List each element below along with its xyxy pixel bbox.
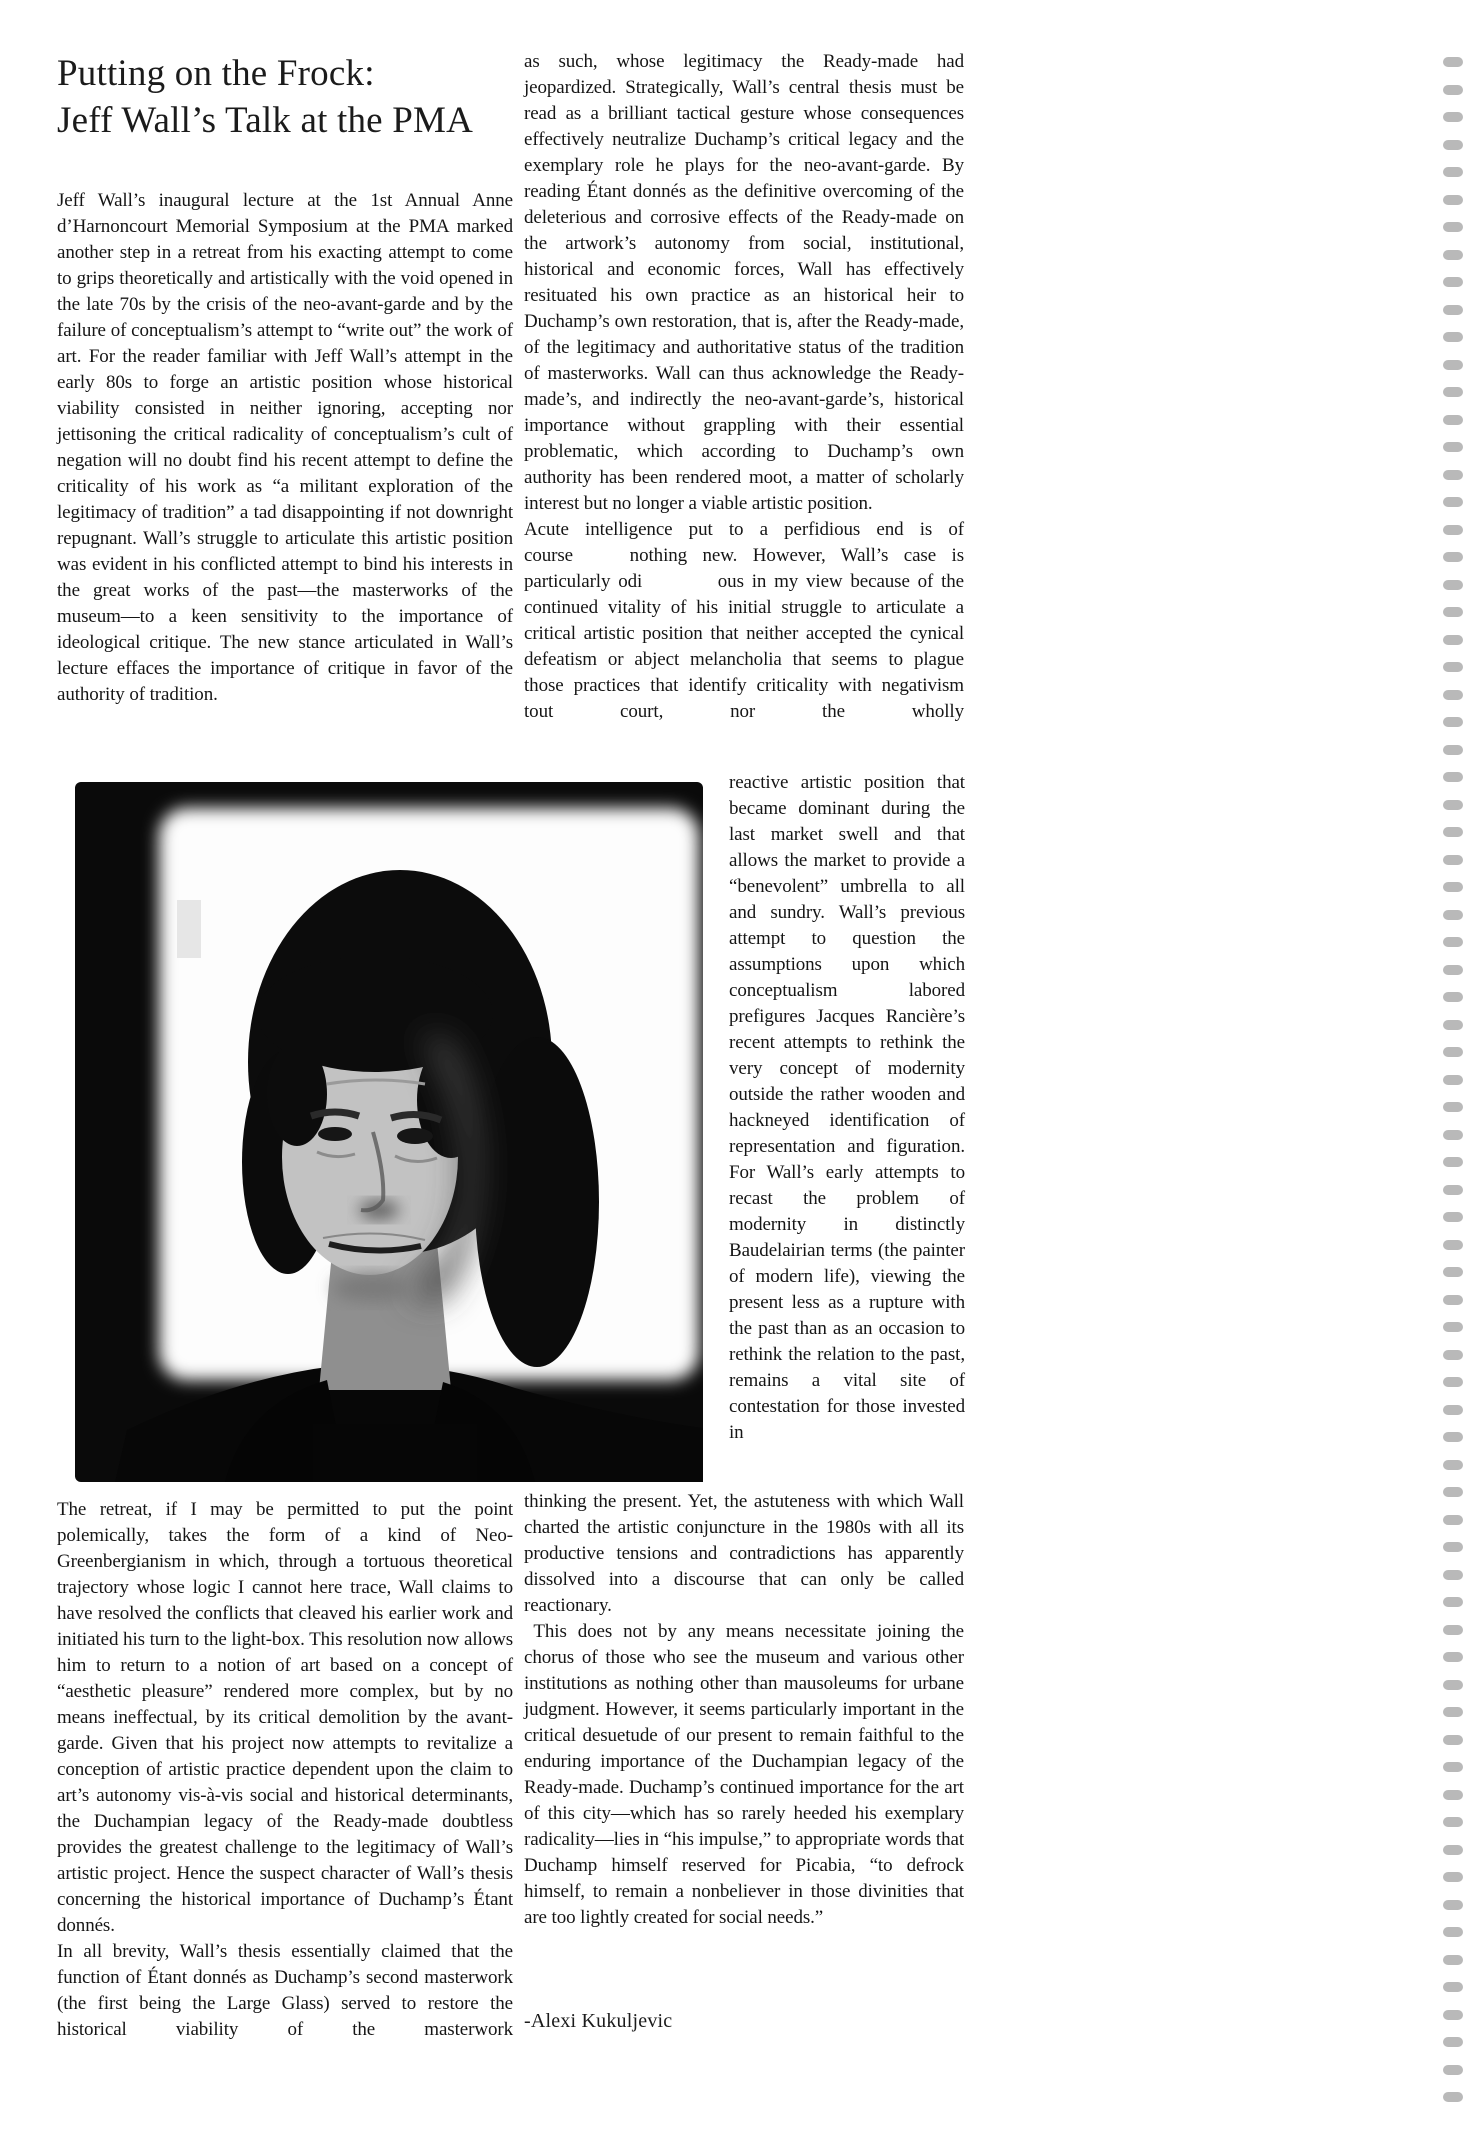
- binding-mark: [1443, 882, 1463, 892]
- binding-mark: [1443, 57, 1463, 67]
- binding-mark: [1443, 1680, 1463, 1690]
- body-paragraph: reactive artistic position that became dominant during the last market swell and that allows the market to provide a “benevolent” umbrella to all and sundry. Wall’s previous attempt to question the assumptions upon which conceptualism labored prefigures Jacques Rancière’s recent attempts to rethink the very concept of modernity outside the rather wooden and hackneyed identification of representation and figuration. For Wall’s early attempts to recast the problem of modernity in distinctly Baudelairian terms (the painter of modern life), viewing the present less as a rupture with the past than as an occasion to rethink the relation to the past, remains a vital site of contestation for those invested in: [729, 772, 965, 1443]
- portrait-photo: [75, 782, 703, 1482]
- binding-mark: [1443, 607, 1463, 617]
- binding-mark: [1443, 1212, 1463, 1222]
- binding-mark: [1443, 250, 1463, 260]
- binding-mark: [1443, 387, 1463, 397]
- binding-mark: [1443, 1597, 1463, 1607]
- portrait-photo-illustration: [75, 782, 703, 1482]
- binding-mark: [1443, 2092, 1463, 2102]
- binding-mark: [1443, 1707, 1463, 1717]
- binding-mark: [1443, 662, 1463, 672]
- binding-mark: [1443, 85, 1463, 95]
- binding-mark: [1443, 1405, 1463, 1415]
- binding-mark: [1443, 497, 1463, 507]
- binding-mark: [1443, 1652, 1463, 1662]
- binding-mark: [1443, 1735, 1463, 1745]
- author-byline: -Alexi Kukuljevic: [524, 2010, 673, 2032]
- binding-mark: [1443, 827, 1463, 837]
- binding-mark: [1443, 635, 1463, 645]
- binding-mark: [1443, 1845, 1463, 1855]
- binding-mark: [1443, 1267, 1463, 1277]
- binding-mark: [1443, 305, 1463, 315]
- binding-mark: [1443, 1927, 1463, 1937]
- binding-mark: [1443, 1762, 1463, 1772]
- binding-mark: [1443, 2010, 1463, 2020]
- binding-mark: [1443, 525, 1463, 535]
- binding-mark: [1443, 2065, 1463, 2075]
- binding-mark: [1443, 470, 1463, 480]
- binding-mark: [1443, 855, 1463, 865]
- binding-mark: [1443, 167, 1463, 177]
- binding-mark: [1443, 1432, 1463, 1442]
- binding-mark: [1443, 800, 1463, 810]
- binding-mark: [1443, 1185, 1463, 1195]
- binding-mark: [1443, 965, 1463, 975]
- binding-mark: [1443, 1570, 1463, 1580]
- left-column-top: [57, 188, 513, 708]
- binding-mark: [1443, 1102, 1463, 1112]
- binding-mark: [1443, 1515, 1463, 1525]
- binding-mark: [1443, 1377, 1463, 1387]
- binding-mark: [1443, 415, 1463, 425]
- page-title: [57, 50, 527, 144]
- binding-mark: [1443, 1982, 1463, 1992]
- binding-mark: [1443, 1542, 1463, 1552]
- body-paragraph: Acute intelligence put to a perfidious end is of course nothing new. However, Wall’s case is particularly odi ous in my view because of the continued vitality of his initial struggle to articulate a critical artistic position that neither accepted the cynical defeatism or abject melancholia that seems to plague those practices that identify criticality with negativism tout court, nor the wholly: [524, 519, 964, 722]
- body-paragraph: as such, whose legitimacy the Ready-made had jeopardized. Strategically, Wall’s central thesis must be read as a brilliant tactical gesture whose consequences effectively neutralize Duchamp’s critical legacy and the exemplary role he plays for the neo-avant-garde. By reading Étant donnés as the definitive overcoming of the deleterious and corrosive effects of the Ready-made on the artwork’s autonomy from social, institutional, historical and economic forces, Wall has effectively resituated his own practice as an historical heir to Duchamp’s own restoration, that is, after the Ready-made, of the legitimacy and authoritative status of the tradition of masterworks. Wall can thus acknowledge the Ready-made’s, and indirectly the neo-avant-garde’s, historical importance without grappling with their essential problematic, which according to Duchamp’s own authority has been rendered moot, a matter of scholarly interest but no longer a viable artistic position.: [524, 51, 964, 514]
- left-column-bottom: [57, 1497, 513, 2043]
- binding-mark: [1443, 222, 1463, 232]
- binding-mark: [1443, 277, 1463, 287]
- binding-mark: [1443, 1047, 1463, 1057]
- body-paragraph: The retreat, if I may be permitted to put the point polemically, takes the form of a kind of Neo-Greenbergianism in which, through a tortuous theoretical trajectory whose logic I cannot here trace, Wall claims to have resolved the conflicts that cleaved his earlier work and initiated his turn to the light-box. This resolution now allows him to return to a notion of art based on a concept of “aesthetic pleasure” rendered more complex, but by no means ineffectual, by its critical demolition by the avant-garde. Given that his project now attempts to revitalize a conception of artistic practice dependent upon the claim to art’s autonomy vis-à-vis social and historical determinants, the Duchampian legacy of the Ready-made doubtless provides the greatest challenge to the legitimacy of Wall’s artistic project. Hence the suspect character of Wall’s thesis concerning the historical importance of Duchamp’s Étant donnés.: [57, 1499, 513, 1936]
- binding-mark: [1443, 1322, 1463, 1332]
- binding-mark: [1443, 1955, 1463, 1965]
- binding-mark: [1443, 1075, 1463, 1085]
- binding-mark: [1443, 1295, 1463, 1305]
- binding-mark: [1443, 552, 1463, 562]
- body-paragraph: In all brevity, Wall’s thesis essentially claimed that the function of Étant donnés as Duchamp’s second masterwork (the first being the Large Glass) served to restore the historical viability of the masterwork: [57, 1941, 513, 2040]
- binding-mark: [1443, 1240, 1463, 1250]
- binding-mark: [1443, 442, 1463, 452]
- binding-mark: [1443, 1872, 1463, 1882]
- binding-mark: [1443, 772, 1463, 782]
- right-column-bottom: [524, 1489, 964, 1931]
- binding-mark: [1443, 992, 1463, 1002]
- body-paragraph: This does not by any means necessitate joining the chorus of those who see the museum and various other institutions as nothing other than mausoleums for urbane judgment. However, it seems particularly important in the critical desuetude of our present to remain faithful to the enduring importance of the Duchampian legacy of the Ready-made. Duchamp’s continued importance for the art of this city—which has so rarely heeded his exemplary radicality—lies in “his impulse,” to appropriate words that Duchamp himself reserved for Picabia, “to defrock himself, to remain a nonbeliever in those divinities that are too lightly created for social needs.”: [524, 1621, 964, 1928]
- right-column-wrap: [729, 770, 965, 1446]
- binding-mark: [1443, 2037, 1463, 2047]
- binding-mark: [1443, 910, 1463, 920]
- binding-mark: [1443, 1460, 1463, 1470]
- title-line-2: Jeff Wall’s Talk at the PMA: [57, 100, 474, 141]
- binding-mark: [1443, 745, 1463, 755]
- binding-mark: [1443, 112, 1463, 122]
- right-column-top: [524, 49, 964, 725]
- binding-mark: [1443, 1157, 1463, 1167]
- binding-marks-strip: [1443, 57, 1463, 2102]
- binding-mark: [1443, 717, 1463, 727]
- binding-mark: [1443, 1900, 1463, 1910]
- binding-mark: [1443, 937, 1463, 947]
- body-paragraph: thinking the present. Yet, the astuteness with which Wall charted the artistic conjuncture in the 1980s with all its productive tensions and contradictions has apparently dissolved into a discourse that can only be called reactionary.: [524, 1491, 964, 1616]
- binding-mark: [1443, 580, 1463, 590]
- binding-mark: [1443, 1790, 1463, 1800]
- binding-mark: [1443, 1020, 1463, 1030]
- binding-mark: [1443, 1625, 1463, 1635]
- binding-mark: [1443, 332, 1463, 342]
- body-paragraph: Jeff Wall’s inaugural lecture at the 1st Annual Anne d’Harnoncourt Memorial Symposium at the PMA marked another step in a retreat from his exacting attempt to come to grips theoretically and artistically with the void opened in the late 70s by the crisis of the neo-avant-garde and by the failure of conceptualism’s attempt to “write out” the work of art. For the reader familiar with Jeff Wall’s attempt in the early 80s to forge an artistic position whose historical viability consisted in neither ignoring, accepting nor jettisoning the critical radicality of conceptualism’s cult of negation will no doubt find his recent attempt to define the criticality of his work as “a militant exploration of the legitimacy of tradition” a tad disappointing if not downright repugnant. Wall’s struggle to articulate this artistic position was evident in his conflicted attempt to bind his interests in the great works of the past—the masterworks of the museum—to a keen sensitivity to the importance of ideological critique. The new stance articulated in Wall’s lecture effaces the importance of critique in favor of the authority of tradition.: [57, 190, 513, 705]
- binding-mark: [1443, 1487, 1463, 1497]
- binding-mark: [1443, 1130, 1463, 1140]
- binding-mark: [1443, 360, 1463, 370]
- binding-mark: [1443, 140, 1463, 150]
- binding-mark: [1443, 195, 1463, 205]
- binding-mark: [1443, 690, 1463, 700]
- binding-mark: [1443, 1817, 1463, 1827]
- title-line-1: Putting on the Frock:: [57, 53, 375, 94]
- binding-mark: [1443, 1350, 1463, 1360]
